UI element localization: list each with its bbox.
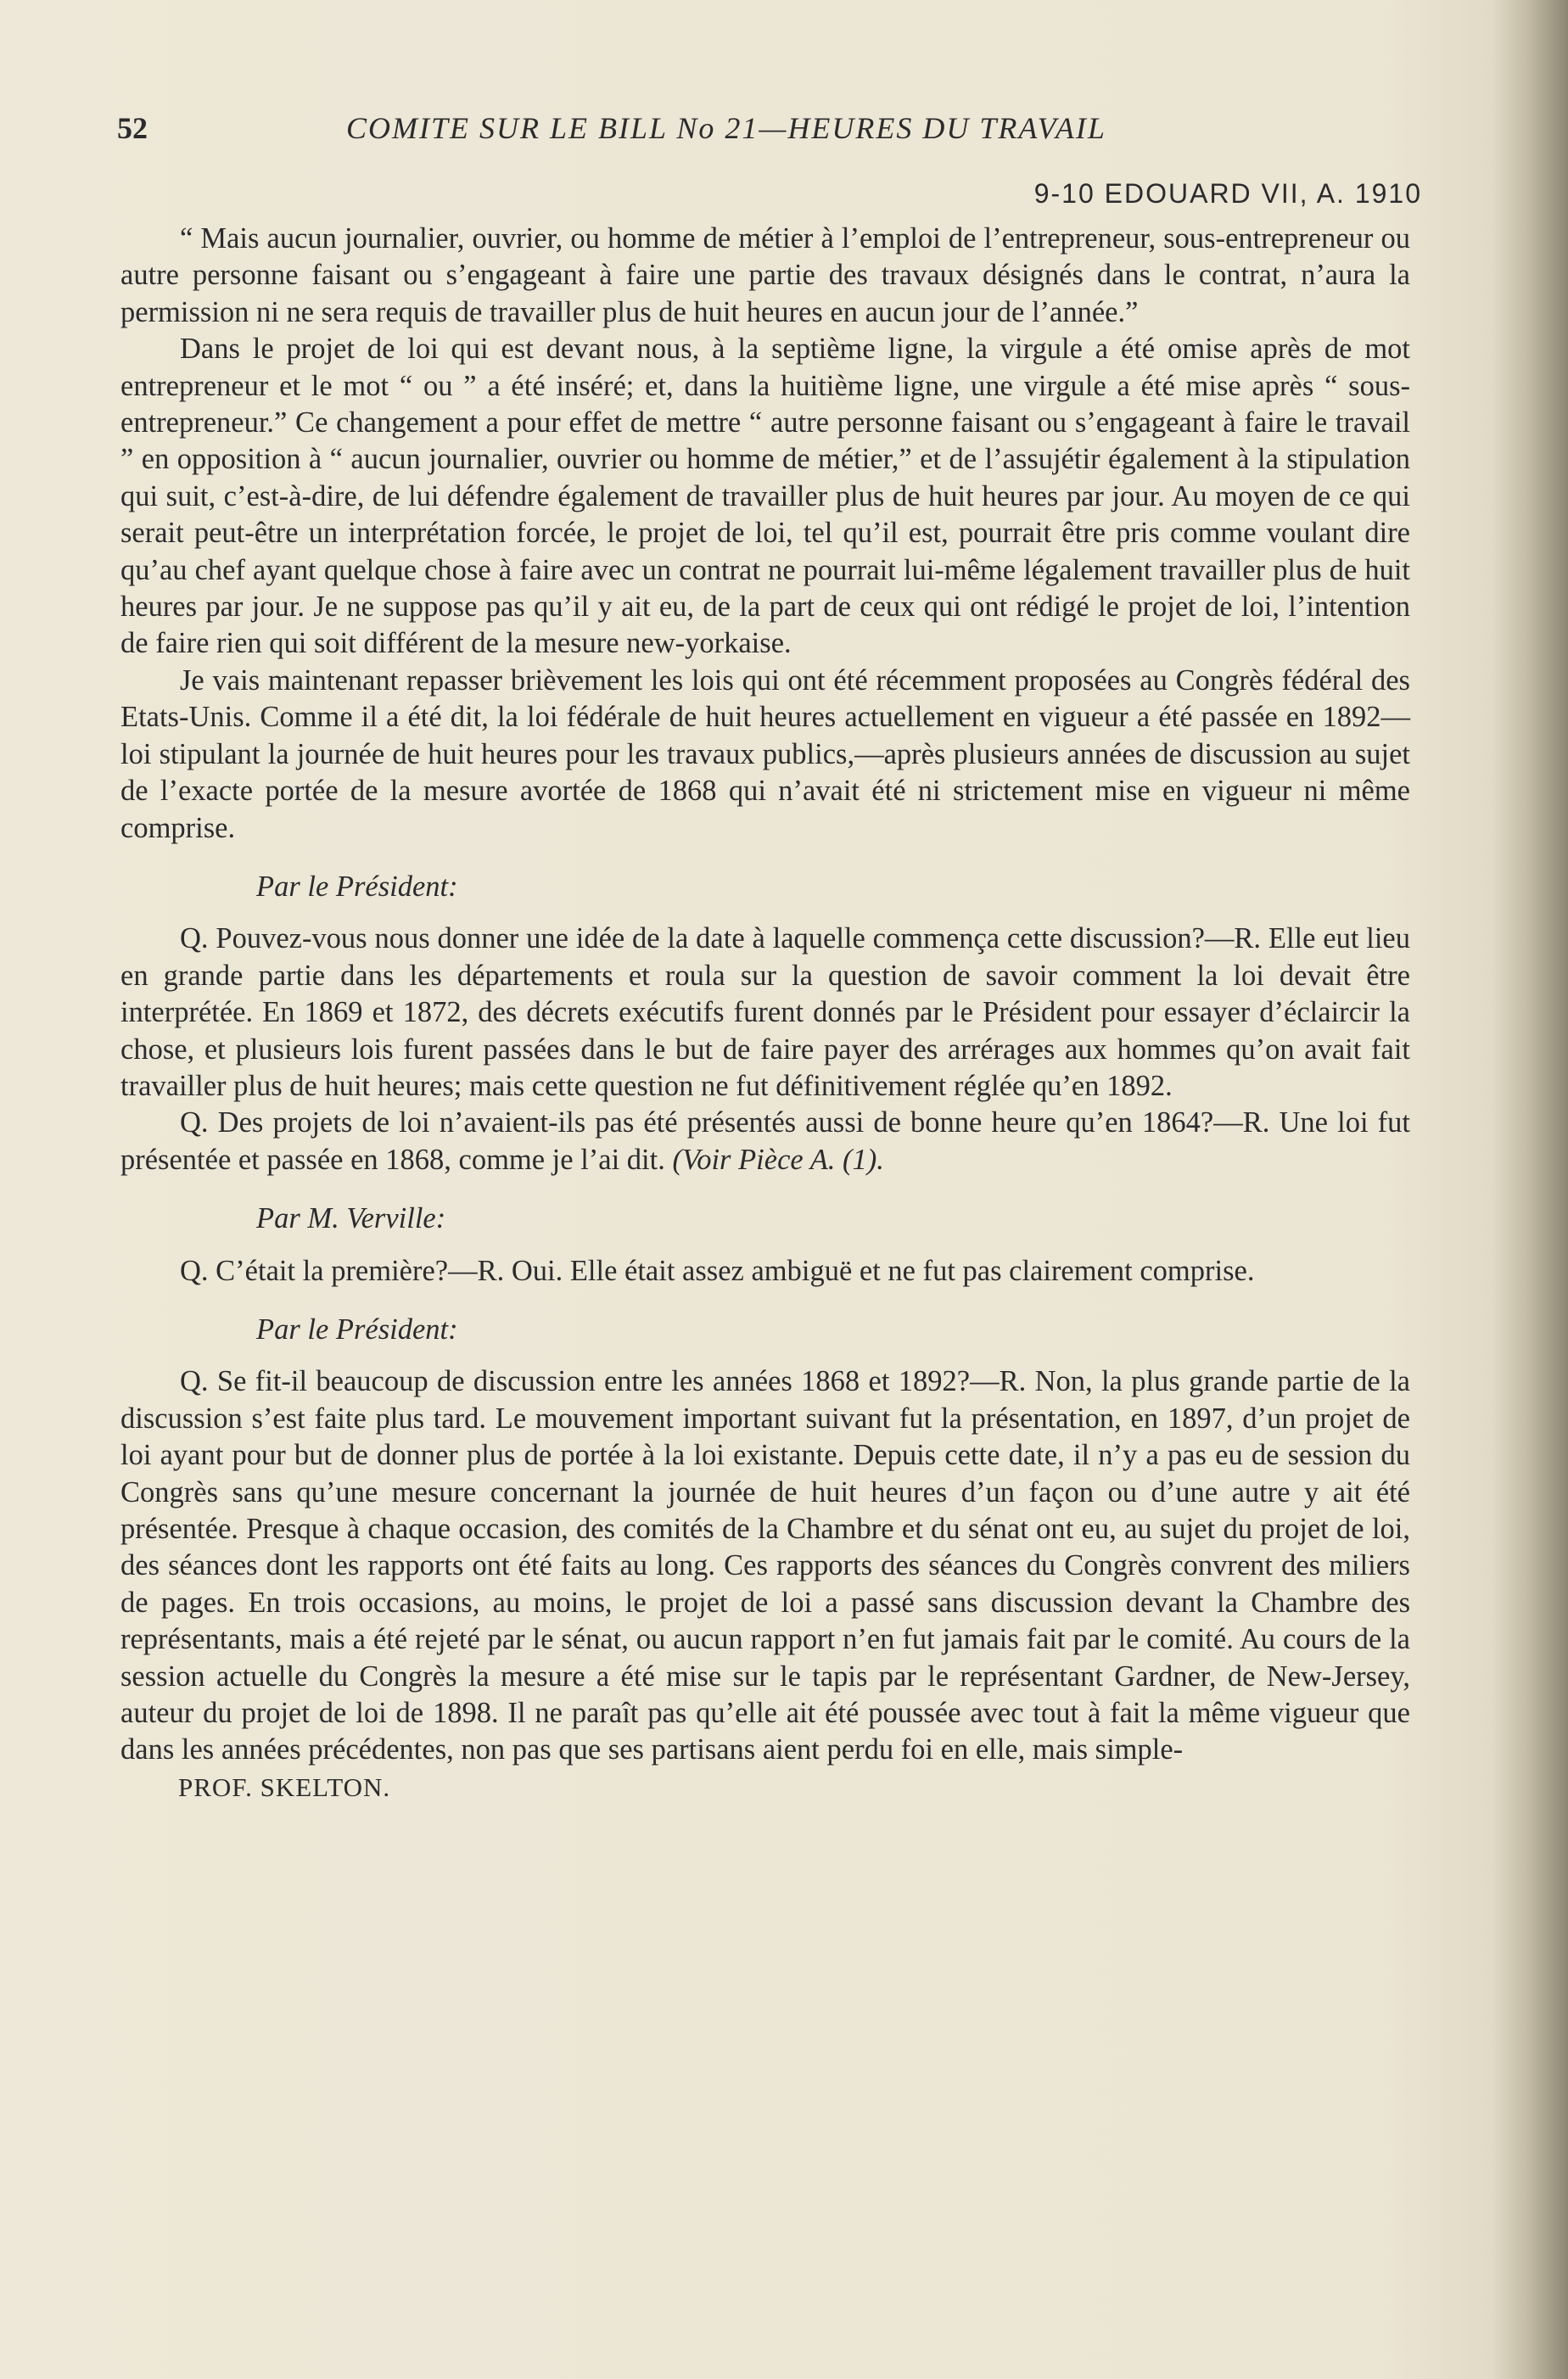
page-number: 52 [117, 111, 148, 145]
question-answer: Q. Pouvez-vous nous donner une idée de la date à laquelle commença cette discussion?—R. Elle eut lieu en grande partie dans les départements et roula sur la question de savoir comment la loi devait être interprétée. En 1869 et 1872, des décrets exécutifs furent donnés par le Président pour essayer d’éclaircir la chose, et plusieurs lois furent passées dans le but de faire payer des arrérages aux hommes qu’on avait fait travailler plus de huit heures; mais cette question ne fut définitivement réglée qu’en 1892. [120, 922, 1410, 1102]
question-answer-text: Q. Des projets de loi n’avaient-ils pas été présentés aussi de bonne heure qu’en 1864?—R. Une loi fut présentée et passée en 1868, comme je l’ai dit. [120, 1106, 1410, 1176]
speaker-heading: Par le Président: [256, 1313, 458, 1346]
witness-signature: PROF. SKELTON. [178, 1772, 391, 1802]
question-answer: Q. Se fit-il beaucoup de discussion entre les années 1868 et 1892?—R. Non, la plus grande partie de la discussion s’est faite plus tard. Le mouvement important suivant fut la présentation, en 1897, d’un projet de loi ayant pour but de donner plus de portée à la loi existante. Depuis cette date, il n’y a pas eu de session du Congrès sans qu’une mesure concernant la journée de huit heures d’un façon ou d’une autre y ait été présentée. Presque à chaque occasion, des comités de la Chambre et du sénat ont eu, au sujet du projet de loi, des séances dont les rapports ont été faits au long. Ces rapports des séances du Congrès convrent des miliers de pages. En trois occasions, au moins, le projet de loi a passé sans discussion devant la Chambre des représentants, mais a été rejeté par le sénat, ou aucun rapport n’en fut jamais fait par le comité. Au cours de la session actuelle du Congrès la mesure a été mise sur le tapis par le représentant Gardner, de New-Jersey, auteur du projet de loi de 1898. Il ne paraît pas qu’elle ait été poussée avec tout à fait la même vigueur que dans les années précédentes, non pas que ses partisans aient perdu foi en elle, mais simple- [120, 1365, 1410, 1766]
paragraph: Dans le projet de loi qui est devant nous, à la septième ligne, la virgule a été omise après de mot entrepreneur et le mot “ ou ” a été inséré; et, dans la huitième ligne, une virgule a été mise après “ sous-entrepreneur.” Ce changement a pour effet de mettre “ autre personne faisant ou s’engageant à faire le travail ” en opposition à “ aucun journalier, ouvrier ou homme de métier,” et de l’assujétir également à la stipulation qui suit, c’est-à-dire, de lui défendre également de travailler plus de huit heures par jour. Au moyen de ce qui serait peut-être un interprétation forcée, le projet de loi, tel qu’il est, pourrait être pris comme voulant dire qu’au chef ayant quelque chose à faire avec un contrat ne pourrait lui-même légalement travailler plus de huit heures par jour. Je ne suppose pas qu’il y ait eu, de la part de ceux qui ont rédigé le projet de loi, l’intention de faire rien qui soit différent de la mesure new-yorkaise. [120, 333, 1410, 660]
running-title: COMITE SUR LE BILL No 21—HEURES DU TRAVAIL [346, 111, 1106, 145]
question-answer [120, 1105, 1410, 1178]
page-binding-shadow [1492, 0, 1568, 2379]
question-answer: Q. C’était la première?—R. Oui. Elle était assez ambiguë et ne fut pas clairement comprise. [180, 1254, 1255, 1287]
paragraph-quote: “ Mais aucun journalier, ouvrier, ou homme de métier à l’emploi de l’entrepreneur, sous-entrepreneur ou autre personne faisant ou s’engageant à faire une partie des travaux désignés dans le contrat, n’aura la permission ni ne sera requis de travailler plus de huit heures en aucun jour de l’année.” [120, 222, 1410, 328]
session-subheader: 9-10 EDOUARD VII, A. 1910 [1033, 178, 1422, 209]
speaker-heading: Par M. Verville: [256, 1202, 446, 1235]
paragraph: Je vais maintenant repasser brièvement les lois qui ont été récemment proposées au Congrès fédéral des Etats-Unis. Comme il a été dit, la loi fédérale de huit heures actuellement en vigueur a été passée en 1892—loi stipulant la journée de huit heures pour les travaux publics,—après plusieurs années de discussion au sujet de l’exacte portée de la mesure avortée de 1868 qui n’avait été ni strictement mise en vigueur ni même comprise. [120, 663, 1410, 844]
page-header [117, 110, 1424, 153]
speaker-heading: Par le Président: [256, 870, 458, 903]
body-text [120, 221, 1410, 1805]
exhibit-reference: (Voir Pièce A. (1). [672, 1143, 884, 1176]
